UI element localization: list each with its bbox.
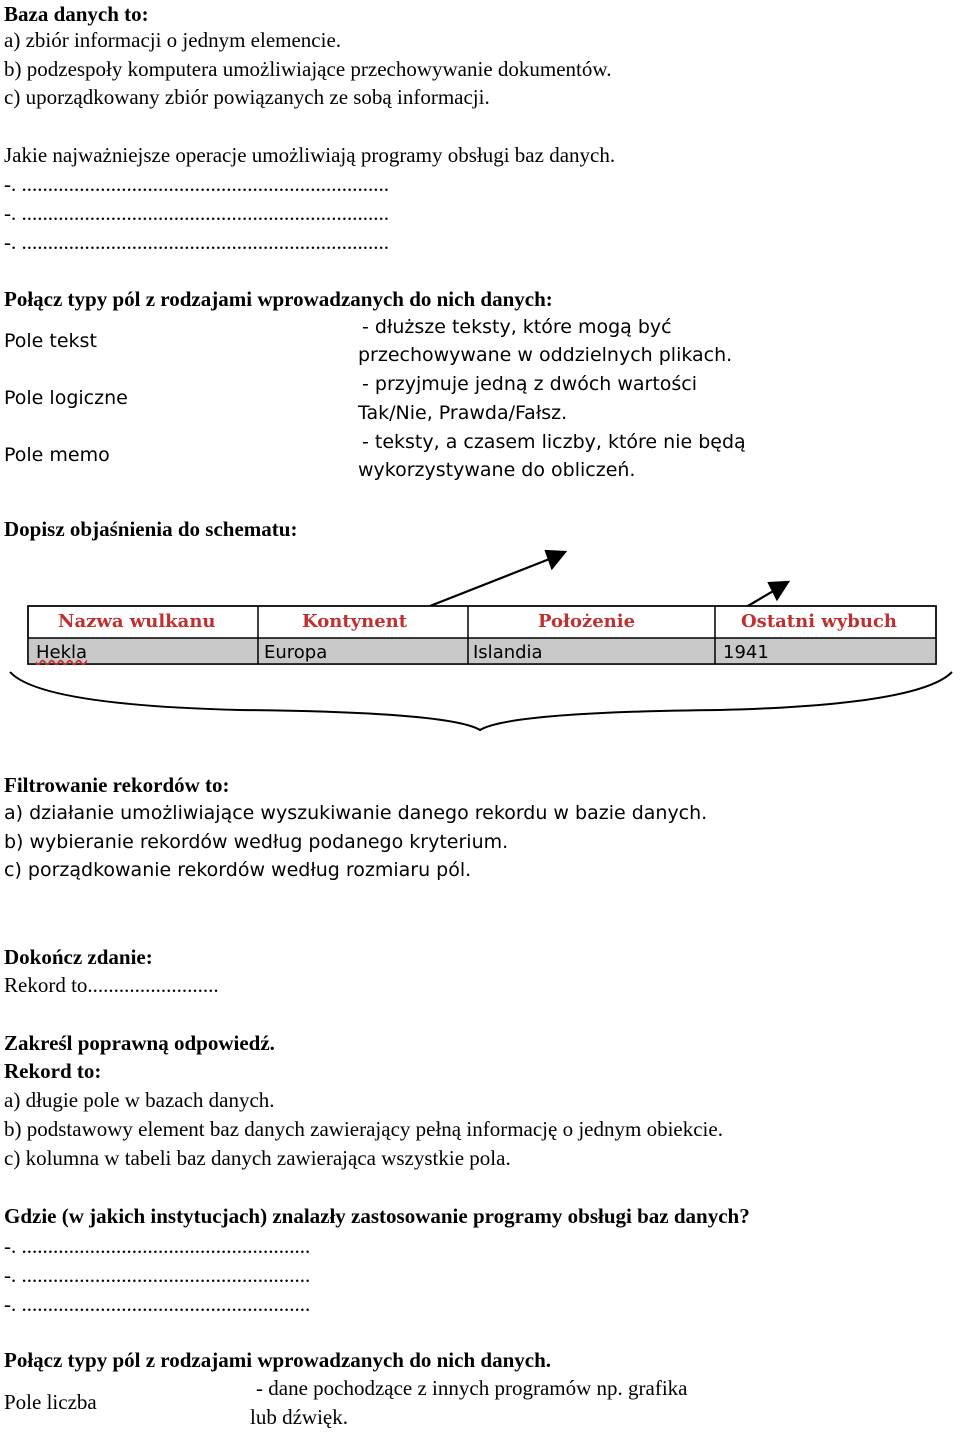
q8-blank-2: -. ....................................................... xyxy=(4,1263,311,1287)
curly-brace xyxy=(10,672,952,730)
q4-title: Dopisz objaśnienia do schematu: xyxy=(4,517,298,541)
arrow-1 xyxy=(430,551,565,606)
q3-right-3-line1: - teksty, a czasem liczby, które nie będą xyxy=(362,431,746,453)
table-cell-2: Europa xyxy=(264,642,328,663)
q9-right-line1: - dane pochodzące z innych programów np. grafika xyxy=(256,1376,688,1400)
q3-right-3-line2: wykorzystywane do obliczeń. xyxy=(358,459,636,481)
q8-blank-3: -. ....................................................... xyxy=(4,1292,311,1316)
table-cell-1: Hekla xyxy=(36,642,88,663)
table-header-1: Nazwa wulkanu xyxy=(58,611,216,632)
q1-option-a: a) zbiór informacji o jednym elemencie. xyxy=(4,28,342,52)
q9-right-line2: lub dźwięk. xyxy=(250,1405,348,1429)
q6-title: Dokończ zdanie: xyxy=(4,945,153,969)
q3-right-2-line1: - przyjmuje jedną z dwóch wartości xyxy=(362,373,698,395)
q5-title: Filtrowanie rekordów to: xyxy=(4,773,230,797)
table-header-3: Położenie xyxy=(538,611,636,632)
q6-text: Rekord to......................... xyxy=(4,973,219,997)
q1-option-b: b) podzespoły komputera umożliwiające przechowywanie dokumentów. xyxy=(4,57,612,81)
table-cell-3: Islandia xyxy=(473,642,543,663)
q7-option-a: a) długie pole w bazach danych. xyxy=(4,1088,275,1112)
q5-option-b: b) wybieranie rekordów według podanego kryterium. xyxy=(4,831,509,853)
q3-title: Połącz typy pól z rodzajami wprowadzanych do nich danych: xyxy=(4,287,553,311)
q7-title: Zakreśl poprawną odpowiedź. xyxy=(4,1031,275,1055)
q5-option-a: a) działanie umożliwiające wyszukiwanie danego rekordu w bazie danych. xyxy=(4,802,708,824)
q9-left: Pole liczba xyxy=(4,1390,97,1414)
q3-left-2: Pole logiczne xyxy=(4,387,128,409)
q3-right-2-line2: Tak/Nie, Prawda/Fałsz. xyxy=(358,402,568,424)
q7-option-b: b) podstawowy element baz danych zawierający pełną informację o jednym obiekcie. xyxy=(4,1117,723,1141)
q7-subtitle: Rekord to: xyxy=(4,1059,102,1083)
q5-option-c: c) porządkowanie rekordów według rozmiaru pól. xyxy=(4,859,472,881)
q8-title: Gdzie (w jakich instytucjach) znalazły zastosowanie programy obsługi baz danych? xyxy=(4,1204,750,1228)
q2-blank-3: -. ...................................................................... xyxy=(4,230,389,254)
q1-option-c: c) uporządkowany zbiór powiązanych ze sobą informacji. xyxy=(4,85,490,109)
q1-title: Baza danych to: xyxy=(4,2,149,26)
q9-title: Połącz typy pól z rodzajami wprowadzanych do nich danych. xyxy=(4,1348,552,1372)
q2-title: Jakie najważniejsze operacje umożliwiają programy obsługi baz danych. xyxy=(4,143,616,167)
q2-blank-2: -. ...................................................................... xyxy=(4,201,389,225)
table-header-4: Ostatni wybuch xyxy=(741,611,897,632)
q3-right-1-line1: - dłuższe teksty, które mogą być xyxy=(362,316,672,338)
q2-blank-1: -. ...................................................................... xyxy=(4,172,389,196)
table-cell-4: 1941 xyxy=(723,642,769,663)
q7-option-c: c) kolumna w tabeli baz danych zawierająca wszystkie pola. xyxy=(4,1146,511,1170)
q3-right-1-line2: przechowywane w oddzielnych plikach. xyxy=(358,344,733,366)
q8-blank-1: -. ....................................................... xyxy=(4,1234,311,1258)
table-header-2: Kontynent xyxy=(302,611,408,632)
q3-left-3: Pole memo xyxy=(4,444,110,466)
q3-left-1: Pole tekst xyxy=(4,330,97,352)
